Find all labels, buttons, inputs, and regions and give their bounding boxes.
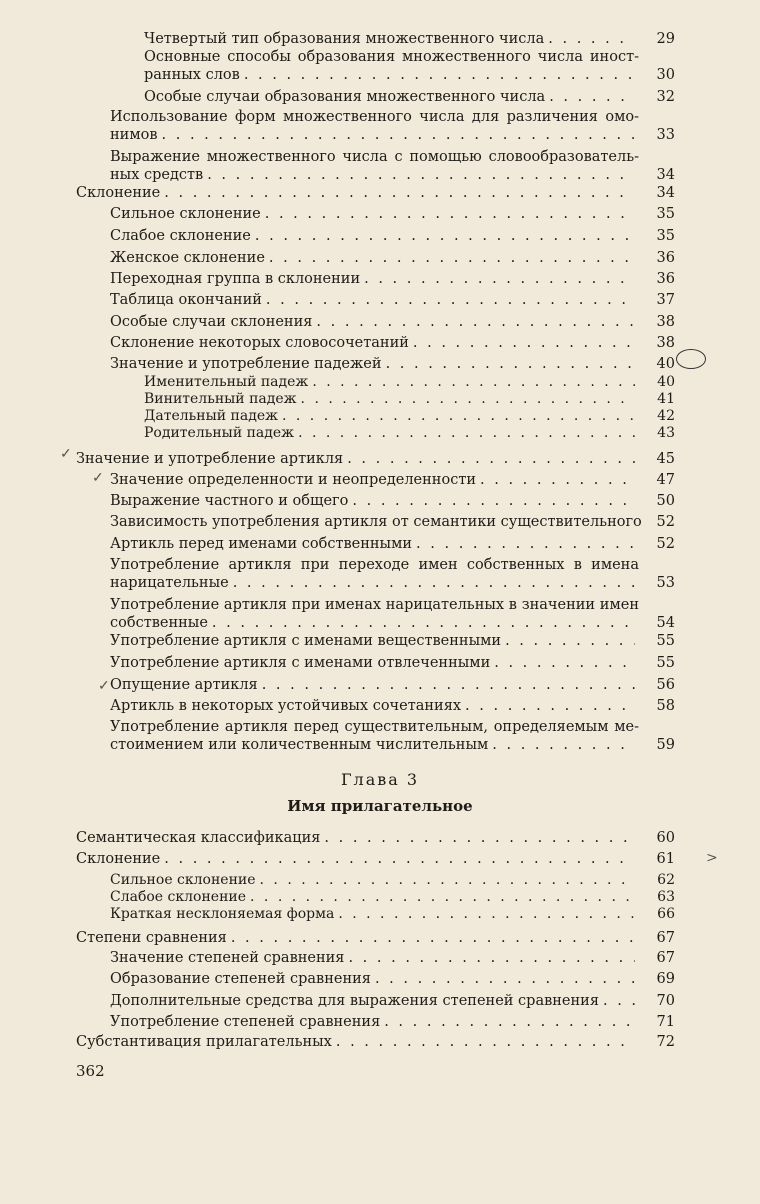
dot-leader bbox=[164, 184, 635, 202]
toc-entry bbox=[110, 270, 675, 288]
toc-entry-line bbox=[76, 850, 639, 868]
page-number: 59 bbox=[656, 737, 675, 753]
toc-entry-title: Значение и употребление артикля bbox=[76, 451, 344, 467]
chapter-label: Глава 3 bbox=[340, 770, 420, 789]
toc-entry bbox=[144, 48, 675, 84]
toc-entry-line bbox=[110, 270, 639, 288]
toc-entry-line bbox=[144, 409, 639, 425]
toc-entry bbox=[110, 471, 675, 489]
toc-entry bbox=[110, 492, 675, 510]
toc-entry bbox=[110, 992, 675, 1010]
toc-entry-line bbox=[110, 205, 639, 223]
toc-entry-line bbox=[76, 829, 639, 847]
toc-entry-title: Зависимость употребления артикля от семантики существительного bbox=[110, 514, 642, 530]
page-number: 52 bbox=[656, 536, 675, 552]
toc-entry-line bbox=[76, 184, 639, 202]
dot-leader bbox=[250, 890, 635, 906]
dot-leader bbox=[480, 471, 635, 489]
toc-entry-title: собственные bbox=[110, 615, 208, 631]
dot-leader bbox=[255, 227, 635, 245]
toc-entry bbox=[110, 1013, 675, 1031]
toc-entry bbox=[110, 890, 675, 906]
toc-entry bbox=[110, 513, 675, 531]
toc-entry-title: Выражение частного и общего bbox=[110, 493, 349, 509]
toc-entry bbox=[110, 907, 675, 923]
toc-entry-line bbox=[144, 426, 639, 442]
toc-entry bbox=[110, 355, 675, 373]
dot-leader bbox=[260, 873, 635, 889]
toc-entry-line: Употребление артикля перед существительным, определяемым ме- bbox=[110, 719, 639, 735]
toc-entry-title: Значение и употребление падежей bbox=[110, 356, 382, 372]
toc-entry bbox=[110, 596, 675, 632]
dot-leader bbox=[338, 907, 635, 923]
toc-entry bbox=[144, 392, 675, 408]
toc-entry-title: Особые случаи склонения bbox=[110, 314, 313, 330]
toc-entry-line bbox=[144, 88, 639, 106]
page-number: 67 bbox=[656, 950, 675, 966]
dot-leader bbox=[492, 736, 635, 754]
dot-leader bbox=[348, 949, 635, 967]
toc-entry-title: Винительный падеж bbox=[144, 391, 297, 407]
dot-leader bbox=[269, 249, 635, 267]
toc-entry bbox=[110, 535, 675, 553]
page-number: 32 bbox=[656, 89, 675, 105]
toc-entry bbox=[76, 929, 675, 947]
dot-leader bbox=[212, 614, 635, 632]
dot-leader bbox=[465, 697, 635, 715]
dot-leader bbox=[364, 270, 635, 288]
toc-entry-line bbox=[110, 227, 639, 245]
toc-entry bbox=[76, 450, 675, 468]
dot-leader bbox=[416, 535, 635, 553]
toc-entry bbox=[144, 88, 675, 106]
dot-leader bbox=[207, 166, 635, 184]
handwritten-arrow-mark: > bbox=[706, 850, 718, 866]
dot-leader bbox=[164, 850, 635, 868]
toc-entry bbox=[110, 205, 675, 223]
dot-leader bbox=[231, 929, 635, 947]
toc-entry-line bbox=[110, 471, 639, 489]
toc-entry bbox=[76, 184, 675, 202]
page-number: 50 bbox=[656, 493, 675, 509]
page-number: 67 bbox=[656, 930, 675, 946]
toc-entry-line bbox=[110, 166, 639, 184]
toc-entry-line bbox=[110, 992, 639, 1010]
page-number: 41 bbox=[657, 391, 675, 407]
toc-entry bbox=[110, 227, 675, 245]
page-number: 36 bbox=[656, 271, 675, 287]
toc-entry bbox=[110, 676, 675, 694]
toc-entry bbox=[110, 291, 675, 309]
toc-entry-title: Родительный падеж bbox=[144, 425, 295, 441]
page-number: 40 bbox=[657, 374, 675, 390]
page-number: 55 bbox=[656, 633, 675, 649]
toc-entry-line bbox=[144, 392, 639, 408]
toc-entry-title: Дательный падеж bbox=[144, 408, 278, 424]
toc-entry-title: нарицательные bbox=[110, 575, 229, 591]
toc-entry-line bbox=[110, 126, 639, 144]
toc-entry-title: Склонение bbox=[76, 185, 161, 201]
dot-leader bbox=[549, 88, 635, 106]
dot-leader bbox=[282, 409, 635, 425]
toc-entry-line bbox=[110, 535, 639, 553]
toc-entry-title: Именительный падеж bbox=[144, 374, 309, 390]
toc-entry-title: Семантическая классификация bbox=[76, 830, 321, 846]
page-number: 33 bbox=[656, 127, 675, 143]
toc-entry-line bbox=[110, 334, 639, 352]
dot-leader bbox=[316, 313, 635, 331]
dot-leader bbox=[413, 334, 635, 352]
toc-entry bbox=[110, 697, 675, 715]
toc-entry-line bbox=[110, 907, 639, 923]
toc-entry-line: Употребление артикля при именах нарицательных в значении имен bbox=[110, 597, 639, 613]
toc-entry bbox=[110, 313, 675, 331]
toc-entry-title: Краткая несклоняемая форма bbox=[110, 906, 335, 922]
page-number: 69 bbox=[656, 971, 675, 987]
dot-leader bbox=[386, 355, 635, 373]
toc-entry-line bbox=[110, 291, 639, 309]
toc-entry-title: Сильное склонение bbox=[110, 872, 256, 888]
toc-entry bbox=[144, 30, 675, 48]
page-number: 60 bbox=[656, 830, 675, 846]
page-number: 29 bbox=[656, 31, 675, 47]
page-number: 43 bbox=[657, 425, 675, 441]
toc-entry-line bbox=[110, 355, 639, 373]
toc-entry-line bbox=[76, 929, 639, 947]
page-number: 34 bbox=[656, 185, 675, 201]
dot-leader bbox=[324, 829, 635, 847]
dot-leader bbox=[262, 676, 635, 694]
toc-entry-title: Артикль перед именами собственными bbox=[110, 536, 413, 552]
page-number: 72 bbox=[656, 1034, 675, 1050]
toc-entry-title: Склонение bbox=[76, 851, 161, 867]
toc-entry-title: Женское склонение bbox=[110, 250, 265, 266]
page-number: 40 bbox=[656, 356, 675, 372]
page-number: 36 bbox=[656, 250, 675, 266]
dot-leader bbox=[312, 375, 635, 391]
toc-entry-line bbox=[144, 375, 639, 391]
dot-leader bbox=[505, 632, 635, 650]
dot-leader bbox=[266, 291, 635, 309]
toc-entry-title: Переходная группа в склонении bbox=[110, 271, 361, 287]
toc-entry-line bbox=[110, 513, 642, 531]
page-folio: 362 bbox=[76, 1062, 105, 1080]
toc-entry bbox=[110, 718, 675, 754]
toc-entry-title: Особые случаи образования множественного числа bbox=[144, 89, 546, 105]
toc-entry-line: Основные способы образования множественного числа иност- bbox=[144, 49, 639, 65]
page-number: 52 bbox=[656, 514, 675, 530]
page-number: 58 bbox=[656, 698, 675, 714]
toc-entry-title: Склонение некоторых словосочетаний bbox=[110, 335, 409, 351]
toc-entry bbox=[110, 334, 675, 352]
toc-entry bbox=[110, 654, 675, 672]
toc-entry-line bbox=[110, 632, 639, 650]
dot-leader bbox=[494, 654, 635, 672]
dot-leader bbox=[301, 392, 635, 408]
toc-entry bbox=[76, 850, 675, 868]
toc-entry-title: Опущение артикля bbox=[110, 677, 258, 693]
toc-entry-title: Значение определенности и неопределенности bbox=[110, 472, 477, 488]
toc-entry bbox=[110, 632, 675, 650]
page-number: 70 bbox=[656, 993, 675, 1009]
toc-entry bbox=[144, 426, 675, 442]
toc-entry-title: Артикль в некоторых устойчивых сочетаниях bbox=[110, 698, 462, 714]
toc-entry bbox=[76, 1033, 675, 1051]
toc-entry-title: Образование степеней сравнения bbox=[110, 971, 371, 987]
page-number: 61 bbox=[656, 851, 675, 867]
page-number: 37 bbox=[656, 292, 675, 308]
toc-entry bbox=[144, 409, 675, 425]
toc-entry-title: Таблица окончаний bbox=[110, 292, 262, 308]
page-number: 62 bbox=[657, 872, 675, 888]
toc-entry-line bbox=[110, 676, 639, 694]
toc-entry-title: Сильное склонение bbox=[110, 206, 261, 222]
toc-entry-line bbox=[110, 614, 639, 632]
toc-entry-title: Значение степеней сравнения bbox=[110, 950, 345, 966]
dot-leader bbox=[384, 1013, 635, 1031]
toc-entry-title: Употребление артикля с именами отвлеченными bbox=[110, 655, 491, 671]
dot-leader bbox=[162, 126, 635, 144]
toc-entry-title: Субстантивация прилагательных bbox=[76, 1034, 332, 1050]
pencil-check-mark: ✓ bbox=[60, 446, 72, 462]
toc-entry-line: Выражение множественного числа с помощью словообразователь- bbox=[110, 149, 639, 165]
toc-entry-line bbox=[110, 574, 639, 592]
page-number: 35 bbox=[656, 206, 675, 222]
dot-leader bbox=[298, 426, 635, 442]
chapter-title: Имя прилагательное bbox=[287, 797, 473, 815]
dot-leader bbox=[347, 450, 635, 468]
toc-entry-line bbox=[110, 949, 639, 967]
page-number: 63 bbox=[657, 889, 675, 905]
toc-entry-title: ранных слов bbox=[144, 67, 240, 83]
toc-entry-line bbox=[110, 873, 639, 889]
toc-entry bbox=[110, 873, 675, 889]
handwritten-circle-mark bbox=[676, 349, 706, 369]
toc-entry-line: Использование форм множественного числа для различения омо- bbox=[110, 109, 639, 125]
page-number: 54 bbox=[656, 615, 675, 631]
dot-leader bbox=[336, 1033, 635, 1051]
toc-entry-title: ных средств bbox=[110, 167, 204, 183]
dot-leader bbox=[352, 492, 635, 510]
toc-entry-line: Употребление артикля при переходе имен собственных в имена bbox=[110, 557, 639, 573]
toc-entry-line bbox=[110, 492, 639, 510]
dot-leader bbox=[244, 66, 635, 84]
toc-entry-title: Употребление степеней сравнения bbox=[110, 1014, 381, 1030]
dot-leader bbox=[375, 970, 635, 988]
dot-leader bbox=[265, 205, 635, 223]
toc-entry-line bbox=[110, 654, 639, 672]
toc-entry bbox=[110, 148, 675, 184]
page-number: 42 bbox=[657, 408, 675, 424]
page-number: 71 bbox=[656, 1014, 675, 1030]
dot-leader bbox=[548, 30, 635, 48]
toc-entry-line bbox=[110, 249, 639, 267]
page-number: 38 bbox=[656, 335, 675, 351]
toc-entry-title: нимов bbox=[110, 127, 158, 143]
toc-entry-line bbox=[144, 30, 639, 48]
page-number: 53 bbox=[656, 575, 675, 591]
pencil-check-mark: ✓ bbox=[98, 678, 110, 694]
pencil-check-mark: ✓ bbox=[92, 470, 104, 486]
toc-entry bbox=[144, 375, 675, 391]
toc-entry-line bbox=[110, 697, 639, 715]
toc-entry bbox=[110, 556, 675, 592]
page-number: 47 bbox=[656, 472, 675, 488]
toc-entry-title: Слабое склонение bbox=[110, 889, 247, 905]
dot-leader bbox=[603, 992, 635, 1010]
toc-entry-line bbox=[110, 970, 639, 988]
page-number: 56 bbox=[656, 677, 675, 693]
toc-entry-title: Употребление артикля с именами вещественными bbox=[110, 633, 502, 649]
page-number: 30 bbox=[656, 67, 675, 83]
toc-entry-line bbox=[76, 1033, 639, 1051]
toc-entry bbox=[76, 829, 675, 847]
dot-leader bbox=[233, 574, 635, 592]
toc-entry-line bbox=[76, 450, 639, 468]
page-number: 35 bbox=[656, 228, 675, 244]
toc-entry bbox=[110, 108, 675, 144]
page-number: 45 bbox=[656, 451, 675, 467]
toc-entry-title: Дополнительные средства для выражения степеней сравнения bbox=[110, 993, 599, 1009]
toc-entry-line bbox=[110, 1013, 639, 1031]
page-number: 38 bbox=[656, 314, 675, 330]
toc-entry-title: стоимением или количественным числительным bbox=[110, 737, 489, 753]
toc-entry-line bbox=[110, 313, 639, 331]
page-number: 34 bbox=[656, 167, 675, 183]
toc-entry-title: Слабое склонение bbox=[110, 228, 251, 244]
page-number: 55 bbox=[656, 655, 675, 671]
toc-entry-title: Степени сравнения bbox=[76, 930, 227, 946]
toc-entry-line bbox=[110, 736, 639, 754]
toc-entry bbox=[110, 970, 675, 988]
toc-entry-line bbox=[110, 890, 639, 906]
toc-entry-line bbox=[144, 66, 639, 84]
toc-entry bbox=[110, 249, 675, 267]
toc-entry bbox=[110, 949, 675, 967]
toc-entry-title: Четвертый тип образования множественного числа bbox=[144, 31, 545, 47]
page-number: 66 bbox=[657, 906, 675, 922]
